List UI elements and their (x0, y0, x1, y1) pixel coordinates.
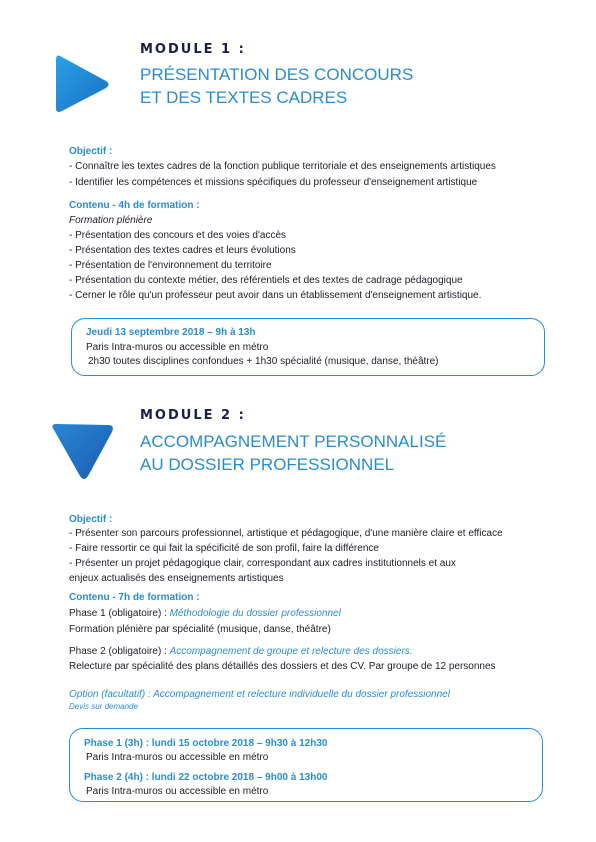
phase2-label: Phase 2 (obligatoire) : (69, 646, 170, 657)
module2-title-line1: ACCOMPAGNEMENT PERSONNALISÉ (140, 432, 447, 451)
module1-label: MODULE 1 : (140, 42, 246, 57)
list-item: - Identifier les compétences et missions spécifiques du professeur d'enseignement artistique (69, 177, 478, 188)
module1-contenu-list (69, 228, 569, 303)
module2-phase2-text: Relecture par spécialité des plans détaillés des dossiers et des CV. Par groupe de 12 personnes (69, 661, 496, 672)
module1-triangle-icon (50, 50, 112, 118)
module2-objectif-list (69, 526, 579, 586)
list-item: - Présentation de l'environnement du territoire (69, 260, 272, 271)
module2-phase2-date: Phase 2 (4h) : lundi 22 octobre 2018 – 9h00 à 13h00 (84, 772, 328, 783)
list-item: - Connaître les textes cadres de la fonction publique territoriale et des enseignements artistiques (69, 161, 496, 172)
module2-label: MODULE 2 : (140, 408, 246, 423)
module2-session-box (69, 728, 543, 802)
module1-session-lieu: Paris Intra-muros ou accessible en métro (86, 342, 269, 353)
list-item: enjeux actualisés des enseignements artistiques (69, 573, 284, 584)
list-item: - Présenter son parcours professionnel, artistique et pédagogique, d'une manière claire et efficace (69, 528, 503, 539)
list-item: - Faire ressortir ce qui fait la spécificité de son profil, faire la différence (69, 543, 379, 554)
module1-title-line2: ET DES TEXTES CADRES (140, 88, 348, 107)
phase2-title: Accompagnement de groupe et relecture des dossiers. (169, 646, 413, 657)
module2-devis: Devis sur demande (69, 702, 138, 711)
module2-contenu-title: Contenu - 7h de formation : (69, 592, 200, 603)
module2-title-line2: AU DOSSIER PROFESSIONNEL (140, 455, 395, 474)
module2-triangle-icon (48, 420, 118, 484)
phase1-label: Phase 1 (obligatoire) : (69, 608, 170, 619)
list-item: - Présentation du contexte métier, des référentiels et des textes de cadrage pédagogique (69, 275, 463, 286)
module1-title (140, 63, 560, 109)
module1-session-detail: 2h30 toutes disciplines confondues + 1h30 spécialité (musique, danse, théâtre) (88, 356, 439, 367)
module1-session-box (71, 318, 545, 376)
module2-phase1-text: Formation plénière par spécialité (musique, danse, théâtre) (69, 624, 331, 635)
module2-phase1 (69, 606, 579, 621)
module1-session-date: Jeudi 13 septembre 2018 – 9h à 13h (86, 327, 256, 338)
list-item: - Présenter un projet pédagogique clair, correspondant aux cadres institutionnels et aux (69, 558, 456, 569)
module2-phase2-lieu: Paris Intra-muros ou accessible en métro (86, 786, 269, 797)
module1-contenu-title: Contenu - 4h de formation : (69, 200, 200, 211)
module2-title (140, 430, 560, 476)
phase1-title: Méthodologie du dossier professionnel (169, 608, 341, 619)
module2-phase1-date: Phase 1 (3h) : lundi 15 octobre 2018 – 9h30 à 12h30 (84, 738, 328, 749)
module1-title-line1: PRÉSENTATION DES CONCOURS (140, 65, 414, 84)
module2-option: Option (facultatif) : Accompagnement et relecture individuelle du dossier professionnel (69, 689, 450, 700)
module1-contenu-subtitle: Formation plénière (69, 215, 153, 226)
list-item: - Présentation des textes cadres et leurs évolutions (69, 245, 296, 256)
module2-phase1-lieu: Paris Intra-muros ou accessible en métro (86, 752, 269, 763)
module1-objectif-title: Objectif : (69, 146, 113, 157)
module1-objectif-list (69, 159, 569, 191)
list-item: - Cerner le rôle qu'un professeur peut avoir dans un établissement d'enseignement artistique. (69, 290, 482, 301)
module2-phase2 (69, 644, 579, 659)
list-item: - Présentation des concours et des voies d'accès (69, 230, 287, 241)
module2-objectif-title: Objectif : (69, 514, 113, 525)
